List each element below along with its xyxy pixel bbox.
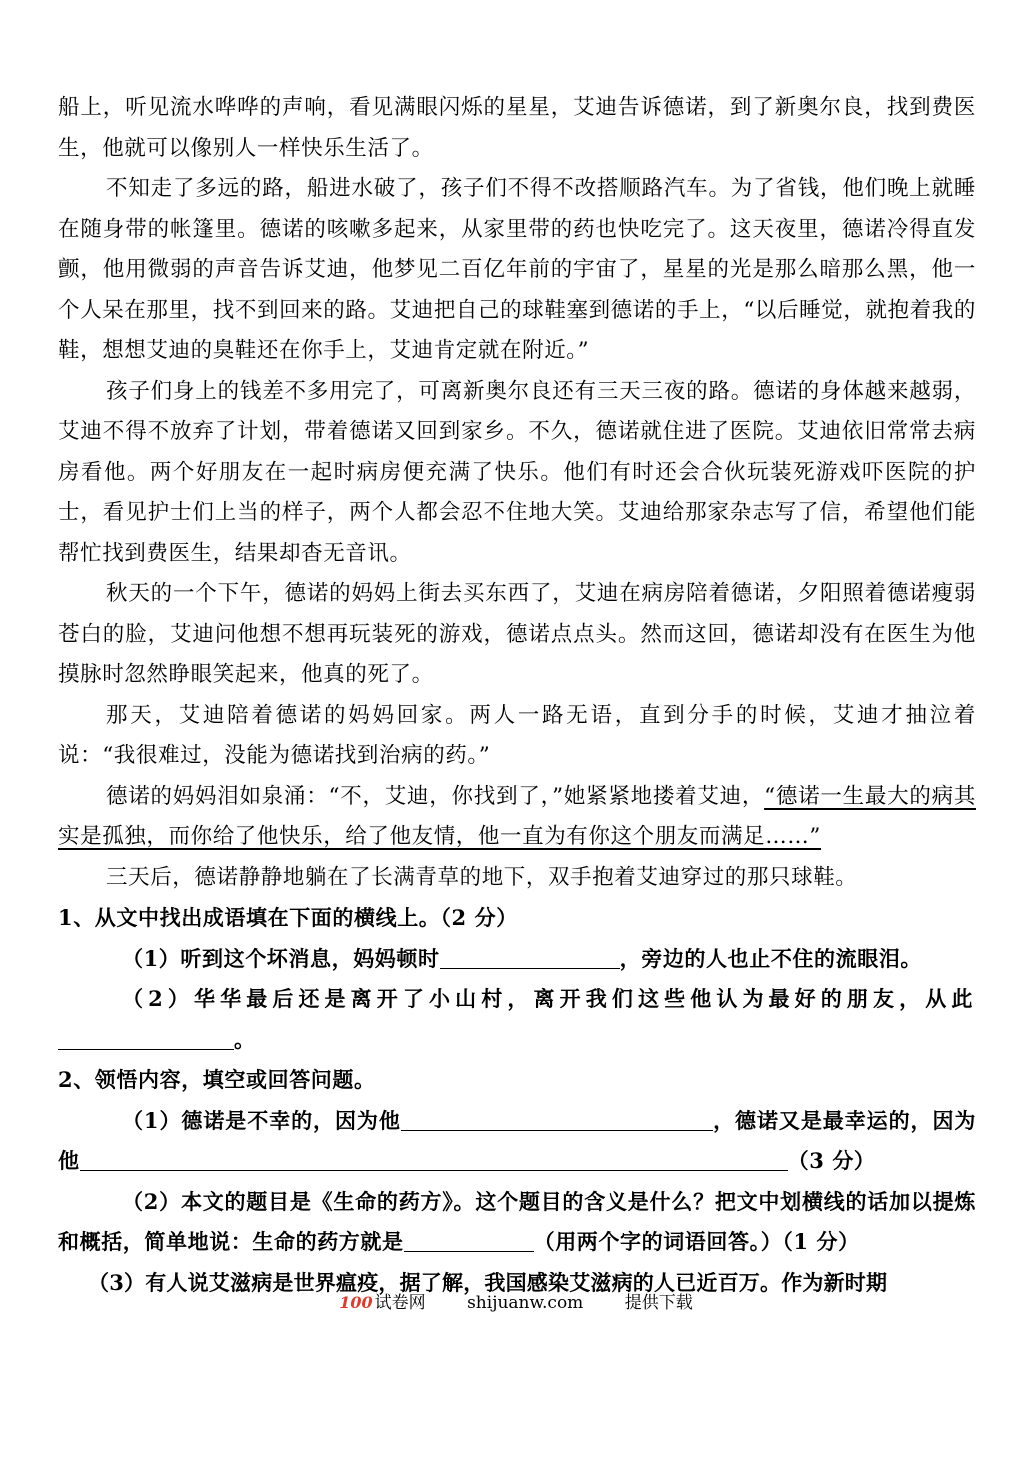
- q1-1-tail: ，旁边的人也止不住的流眼泪。: [619, 945, 923, 971]
- question-1-1: [58, 939, 976, 980]
- paragraph-3: 孩子们身上的钱差不多用完了，可离新奥尔良还有三天三夜的路。德诺的身体越来越弱，艾迪不得不放弃了计划，带着德诺又回到家乡。不久，德诺就住进了医院。艾迪依旧常常去病房看他。两个好朋友在一起时病房便充满了快乐。他们有时还会合伙玩装死游戏吓医院的护士，看见护士们上当的样子，两个人都会忍不住地大笑。艾迪给那家杂志写了信，希望他们能帮忙找到费医生，结果却杳无音讯。: [58, 378, 976, 566]
- q1-2-tail: 。: [234, 1026, 259, 1052]
- q2-1-score: （3 分）: [787, 1148, 876, 1173]
- q2-2-tail: （用两个字的词语回答。）（1 分）: [533, 1229, 860, 1254]
- download-note: 提供下载: [624, 1293, 693, 1313]
- document-body: [58, 88, 976, 1303]
- paragraph-6: [58, 777, 976, 858]
- question-1-2: [58, 979, 976, 1060]
- site-name: 试卷网: [374, 1293, 426, 1313]
- paragraph-5: 那天，艾迪陪着德诺的妈妈回家。两人一路无语，直到分手的时候，艾迪才抽泣着说：“我很难过，没能为德诺找到治病的药。”: [58, 702, 976, 768]
- site-url: shijuanw.com: [467, 1293, 584, 1313]
- question-2-2: [58, 1182, 976, 1263]
- q2-1-text: （1）德诺是不幸的，因为他: [122, 1107, 401, 1133]
- paragraph-4: 秋天的一个下午，德诺的妈妈上街去买东西了，艾迪在病房陪着德诺，夕阳照着德诺瘦弱苍白的脸，艾迪问他想不想再玩装死的游戏，德诺点点头。然而这回，德诺却没有在医生为他摸脉时忽然睁眼笑起来，他真的死了。: [58, 581, 976, 687]
- q2-2-text: （2）本文的题目是《生命的药方》。这个题目的含义是什么？把文中划横线的话加以提炼和概括，简单地说：生命的药方就是: [58, 1188, 976, 1254]
- answer-blank-q1-2[interactable]: [58, 1027, 234, 1050]
- page-footer: [0, 1288, 1032, 1313]
- question-2-title: 2、领悟内容，填空或回答问题。: [58, 1067, 376, 1092]
- paragraph-1: 船上，听见流水哗哗的声响，看见满眼闪烁的星星，艾迪告诉德诺，到了新奥尔良，找到费医生，他就可以像别人一样快乐生活了。: [58, 95, 976, 161]
- question-1-title: 1、从文中找出成语填在下面的横线上。（2 分）: [58, 905, 518, 930]
- site-logo: 100: [339, 1293, 373, 1312]
- question-2-1: [58, 1101, 976, 1182]
- answer-blank-q2-2[interactable]: [404, 1229, 534, 1252]
- answer-blank-q2-1b[interactable]: [80, 1148, 788, 1171]
- answer-blank-q1-1[interactable]: [440, 946, 620, 969]
- q2-1-mid: ，德诺又是最幸运的，因为他: [58, 1107, 976, 1173]
- underlined-sentence: “德诺一生最大的病其实是孤独，而你给了他快乐，给了他友情，他一直为有你这个朋友而满足……”: [58, 783, 976, 849]
- paragraph-2: 不知走了多远的路，船进水破了，孩子们不得不改搭顺路汽车。为了省钱，他们晚上就睡在随身带的帐篷里。德诺的咳嗽多起来，从家里带的药也快吃完了。这天夜里，德诺冷得直发颤，他用微弱的声音告诉艾迪，他梦见二百亿年前的宇宙了，星星的光是那么暗那么黑，他一个人呆在那里，找不到回来的路。艾迪把自己的球鞋塞到德诺的手上，“以后睡觉，就抱着我的鞋，想想艾迪的臭鞋还在你手上，艾迪肯定就在附近。”: [58, 176, 976, 363]
- paragraph-6-text: 德诺的妈妈泪如泉涌：“不，艾迪，你找到了，”她紧紧地搂着艾迪，: [106, 783, 765, 809]
- question-2-3: （3）有人说艾滋病是世界瘟疫，据了解，我国感染艾滋病的人已近百万。作为新时期: [88, 1269, 888, 1295]
- answer-blank-q2-1a[interactable]: [401, 1108, 713, 1131]
- q1-1-text: （1）听到这个坏消息，妈妈顿时: [122, 945, 440, 971]
- q1-2-text: （2）华华最后还是离开了小山村，离开我们这些他认为最好的朋友，从此: [122, 986, 976, 1011]
- paragraph-7: 三天后，德诺静静地躺在了长满青草的地下，双手抱着艾迪穿过的那只球鞋。: [106, 864, 858, 890]
